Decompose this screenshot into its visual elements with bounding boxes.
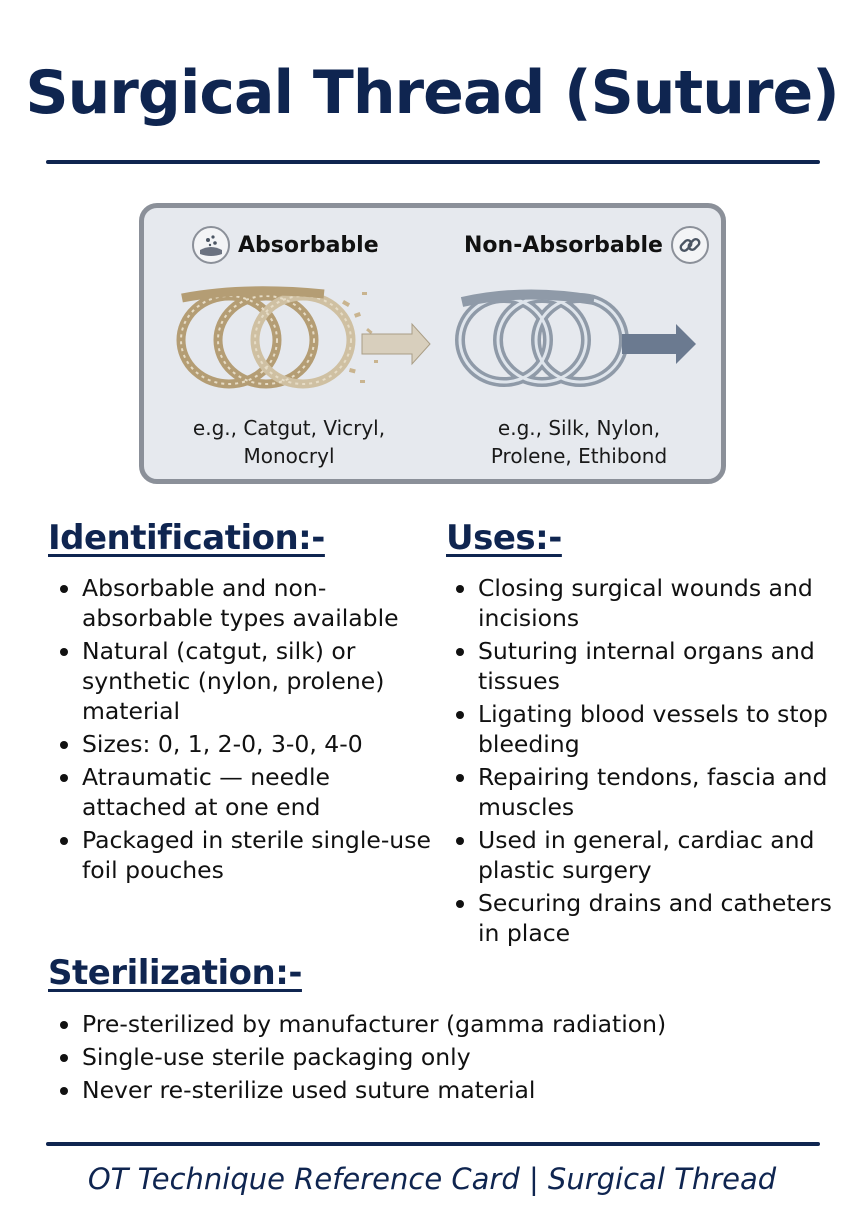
link-chain-icon [671,226,709,264]
page-title: Surgical Thread (Suture) [25,58,839,128]
uses-list [446,573,836,951]
non-absorbable-column [434,208,724,479]
absorbable-column [144,208,434,479]
list-item: Suturing internal organs and tissues [446,636,836,696]
sterilization-heading: Sterilization:- [48,953,302,993]
dissolving-droplet-icon [192,226,230,264]
non-absorbable-examples [434,414,724,470]
list-item: Repairing tendons, fascia and muscles [446,762,836,822]
non-absorbable-label: Non-Absorbable [464,232,663,258]
top-divider [46,160,820,164]
identification-heading: Identification:- [48,518,325,558]
bottom-divider [46,1142,820,1146]
non-absorbable-examples-line2: Prolene, Ethibond [490,444,668,468]
list-item: Sizes: 0, 1, 2-0, 3-0, 4-0 [50,729,440,759]
non-absorbable-thread-illustration [444,278,724,398]
absorbable-label: Absorbable [238,232,379,258]
footer-caption: OT Technique Reference Card | Surgical Thread [87,1162,777,1196]
list-item: Natural (catgut, silk) or synthetic (nylon, prolene) material [50,636,440,726]
non-absorbable-examples-line1: e.g., Silk, Nylon, [497,416,661,440]
list-item: Atraumatic — needle attached at one end [50,762,440,822]
list-item: Closing surgical wounds and incisions [446,573,836,633]
absorbable-examples-line1: e.g., Catgut, Vicryl, [192,416,386,440]
absorbable-examples-line2: Monocryl [243,444,335,468]
sterilization-list [50,1009,830,1108]
list-item: Ligating blood vessels to stop bleeding [446,699,836,759]
list-item: Packaged in sterile single-use foil pouches [50,825,440,885]
non-absorbable-header [464,226,709,264]
absorbable-thread-illustration [154,278,434,398]
list-item: Never re-sterilize used suture material [50,1075,830,1105]
uses-heading: Uses:- [446,518,562,558]
list-item: Used in general, cardiac and plastic surgery [446,825,836,885]
absorbable-examples [144,414,434,470]
absorbable-header [192,226,379,264]
list-item: Absorbable and non-absorbable types available [50,573,440,633]
list-item: Pre-sterilized by manufacturer (gamma radiation) [50,1009,830,1039]
suture-types-panel [139,203,726,484]
list-item: Securing drains and catheters in place [446,888,836,948]
identification-list [50,573,440,888]
list-item: Single-use sterile packaging only [50,1042,830,1072]
